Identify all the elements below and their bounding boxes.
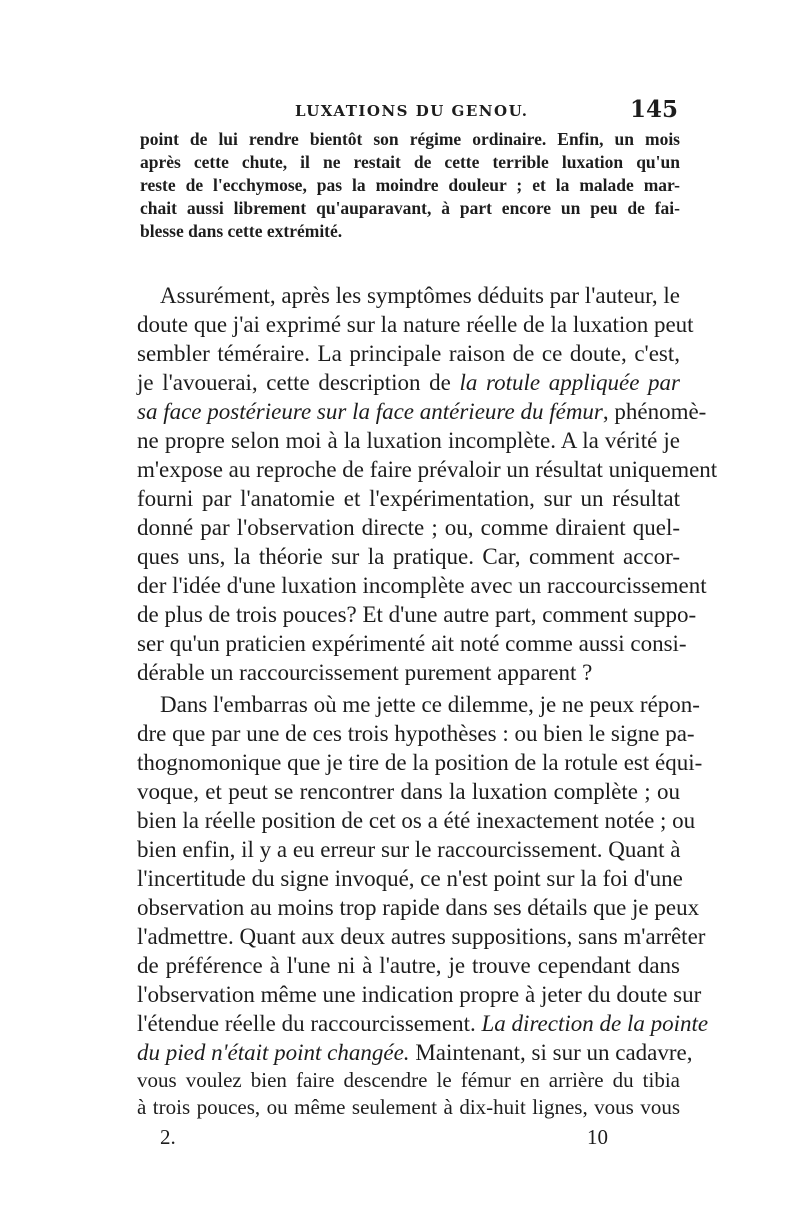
- text-line: reste de l'ecchymose, pas la moindre douleur ; et la malade mar-: [140, 175, 680, 195]
- text-line: après cette chute, il ne restait de cette terrible luxation qu'un: [140, 152, 680, 172]
- text-line: de préférence à l'une ni à l'autre, je trouve cependant dans: [137, 953, 680, 978]
- signature-mark: 2.: [160, 1125, 176, 1149]
- text-line: doute que j'ai exprimé sur la nature réelle de la luxation peut: [137, 312, 694, 337]
- text-line: l'admettre. Quant aux deux autres suppositions, sans m'arrêter: [137, 924, 706, 949]
- folio-number: 10: [587, 1125, 608, 1149]
- text-line: thognomonique que je tire de la position de la rotule est équi-: [137, 750, 703, 775]
- text-line: [137, 1038, 693, 1068]
- text-line: dérable un raccourcissement purement apparent ?: [137, 660, 593, 685]
- text-line: [137, 397, 707, 427]
- text-line: Assurément, après les symptômes déduits par l'auteur, le: [160, 283, 680, 308]
- text-line: point de lui rendre bientôt son régime ordinaire. Enfin, un mois: [140, 129, 680, 149]
- text-line: ques uns, la théorie sur la pratique. Car, comment accor-: [137, 544, 680, 569]
- italic-run: sa face postérieure sur la face antérieure du fémur: [137, 399, 603, 424]
- text-line: blesse dans cette extrémité.: [140, 221, 343, 241]
- text-line: donné par l'observation directe ; ou, comme diraient quel-: [137, 515, 680, 540]
- text-line: à trois pouces, ou même seulement à dix-huit lignes, vous vous: [137, 1095, 680, 1119]
- text-run: , phénomè-: [602, 399, 707, 424]
- text-line: l'observation même une indication propre à jeter du doute sur: [137, 982, 702, 1007]
- text-line: l'incertitude du signe invoqué, ce n'est point sur la foi d'une: [137, 866, 683, 891]
- running-head: [140, 96, 680, 130]
- italic-run: du pied n'était point changée.: [137, 1040, 410, 1065]
- text-line: observation au moins trop rapide dans ses détails que je peux: [137, 895, 700, 920]
- text-line: ser qu'un praticien expérimenté ait noté comme aussi consi-: [137, 631, 687, 656]
- italic-run: La direction de la pointe: [481, 1011, 709, 1036]
- text-run: Maintenant, si sur un cadavre,: [409, 1040, 693, 1065]
- italic-run: la rotule appliquée par: [459, 370, 680, 395]
- text-line: de plus de trois pouces? Et d'une autre part, comment suppo-: [137, 602, 697, 627]
- text-line: bien la réelle position de cet os a été inexactement notée ; ou: [137, 808, 696, 833]
- text-run: l'étendue réelle du raccourcissement.: [137, 1011, 482, 1036]
- text-line: [137, 1009, 709, 1039]
- text-line: dre que par une de ces trois hypothèses : ou bien le signe pa-: [137, 721, 695, 746]
- text-line: der l'idée d'une luxation incomplète avec un raccourcissement: [137, 573, 707, 598]
- text-line: vous voulez bien faire descendre le fémur en arrière du tibia: [137, 1068, 680, 1092]
- text-run: je l'avouerai, cette description de: [137, 370, 460, 395]
- text-line: sembler téméraire. La principale raison de ce doute, c'est,: [137, 341, 680, 366]
- running-title: LUXATIONS DU GENOU.: [295, 102, 529, 120]
- text-line: fourni par l'anatomie et l'expérimentation, sur un résultat: [137, 486, 680, 511]
- text-line: chait aussi librement qu'auparavant, à part encore un peu de fai-: [140, 198, 680, 218]
- text-line: voque, et peut se rencontrer dans la luxation complète ; ou: [137, 779, 680, 804]
- text-line: bien enfin, il y a eu erreur sur le raccourcissement. Quant à: [137, 837, 681, 862]
- text-line: m'expose au reproche de faire prévaloir un résultat uniquement: [137, 457, 718, 482]
- page-number: 145: [629, 96, 678, 123]
- page-footer: [137, 1067, 680, 1149]
- text-line: Dans l'embarras où me jette ce dilemme, je ne peux répon-: [160, 692, 700, 717]
- text-line: [137, 368, 680, 398]
- text-line: ne propre selon moi à la luxation incomplète. A la vérité je: [137, 428, 680, 453]
